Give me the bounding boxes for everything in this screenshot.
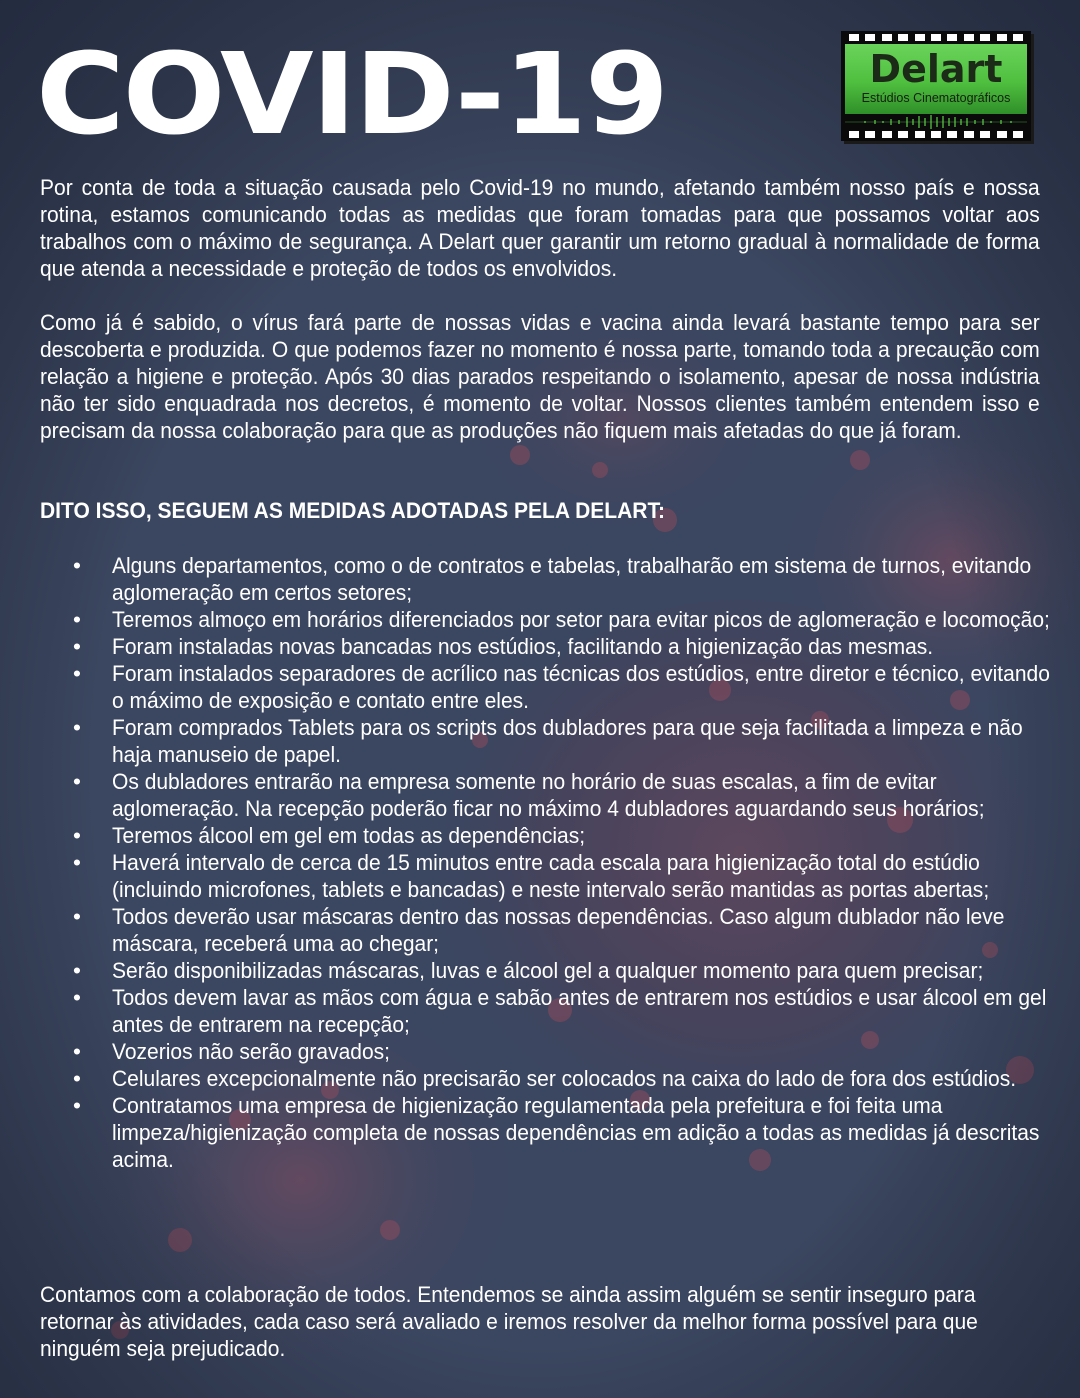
bullet-icon: •: [73, 1039, 81, 1064]
bullet-icon: •: [73, 1093, 81, 1118]
logo-panel: [845, 44, 1027, 114]
bullet-icon: •: [73, 715, 81, 740]
page-title: COVID-19: [36, 30, 667, 160]
list-item: • Haverá intervalo de cerca de 15 minutos entre cada escala para higienização total do estúdio (incluindo microfones, tablets e bancadas) e neste intervalo serão mantidas as portas abertas;: [0, 849, 1080, 903]
sound-wave-icon: [845, 115, 1027, 129]
logo-name: Delart: [869, 47, 1003, 91]
intro-paragraph-2: Como já é sabido, o vírus fará parte de nossas vidas e vacina ainda levará bastante tempo para ser descoberta e produzida. O que podemos fazer no momento é nossa parte, tomando toda a precaução com relação a higiene e proteção. Após 30 dias parados respeitando o isolamento, apesar de nossa indústria não ter sido enquadrada nos decretos, é momento de voltar. Nossos clientes também entendem isso e precisam da nossa colaboração para que as produções não fiquem mais afetadas do que já foram.: [40, 310, 1040, 443]
bullet-icon: •: [73, 553, 81, 578]
list-item: • Contratamos uma empresa de higienização regulamentada pela prefeitura e foi feita uma limpeza/higienização completa de nossas dependências em adição a todas as medidas já descritas acima.: [0, 1092, 1080, 1173]
measures-list: [0, 552, 1080, 1173]
bullet-icon: •: [73, 634, 81, 659]
bullet-icon: •: [73, 661, 81, 686]
list-item: • Vozerios não serão gravados;: [0, 1038, 1080, 1065]
list-item: • Celulares excepcionalmente não precisarão ser colocados na caixa do lado de fora dos estúdios.: [0, 1065, 1080, 1092]
list-item: • Serão disponibilizadas máscaras, luvas e álcool gel a qualquer momento para quem precisar;: [0, 957, 1080, 984]
list-item: • Teremos álcool em gel em todas as dependências;: [0, 822, 1080, 849]
list-item: • Foram instalados separadores de acrílico nas técnicas dos estúdios, entre diretor e técnico, evitando o máximo de exposição e contato entre eles.: [0, 660, 1080, 714]
list-item: • Alguns departamentos, como o de contratos e tabelas, trabalharão em sistema de turnos, evitando aglomeração em certos setores;: [0, 552, 1080, 606]
list-item: • Todos devem lavar as mãos com água e sabão antes de entrarem nos estúdios e usar álcool em gel antes de entrarem na recepção;: [0, 984, 1080, 1038]
measures-heading: DITO ISSO, SEGUEM AS MEDIDAS ADOTADAS PELA DELART:: [40, 498, 665, 523]
bullet-icon: •: [73, 1066, 81, 1091]
list-item: • Foram instaladas novas bancadas nos estúdios, facilitando a higienização das mesmas.: [0, 633, 1080, 660]
bullet-icon: •: [73, 904, 81, 929]
list-item: • Todos deverão usar máscaras dentro das nossas dependências. Caso algum dublador não leve máscara, receberá uma ao chegar;: [0, 903, 1080, 957]
film-perforation-top: [849, 34, 1023, 41]
bullet-icon: •: [73, 958, 81, 983]
delart-logo: [841, 31, 1031, 141]
bullet-icon: •: [73, 769, 81, 794]
logo-subtitle: Estúdios Cinematográficos: [861, 91, 1011, 105]
list-item: • Teremos almoço em horários diferenciados por setor para evitar picos de aglomeração e locomoção;: [0, 606, 1080, 633]
bullet-icon: •: [73, 985, 81, 1010]
list-item: • Os dubladores entrarão na empresa somente no horário de suas escalas, a fim de evitar aglomeração. Na recepção poderão ficar no máximo 4 dubladores aguardando seus horários;: [0, 768, 1080, 822]
intro-paragraph-1: Por conta de toda a situação causada pelo Covid-19 no mundo, afetando também nosso país e nossa rotina, estamos comunicando todas as medidas que foram tomadas para que possamos voltar aos trabalhos com o máximo de segurança. A Delart quer garantir um retorno gradual à normalidade de forma que atenda a necessidade e proteção de todos os envolvidos.: [40, 175, 1040, 281]
film-perforation-bottom: [849, 131, 1023, 138]
bullet-icon: •: [73, 850, 81, 875]
list-item: • Foram comprados Tablets para os scripts dos dubladores para que seja facilitada a limpeza e não haja manuseio de papel.: [0, 714, 1080, 768]
bullet-icon: •: [73, 823, 81, 848]
bullet-icon: •: [73, 607, 81, 632]
closing-paragraph: Contamos com a colaboração de todos. Entendemos se ainda assim alguém se sentir inseguro para retornar às atividades, cada caso será avaliado e iremos resolver da melhor forma possível para que ninguém seja prejudicado.: [40, 1282, 978, 1361]
